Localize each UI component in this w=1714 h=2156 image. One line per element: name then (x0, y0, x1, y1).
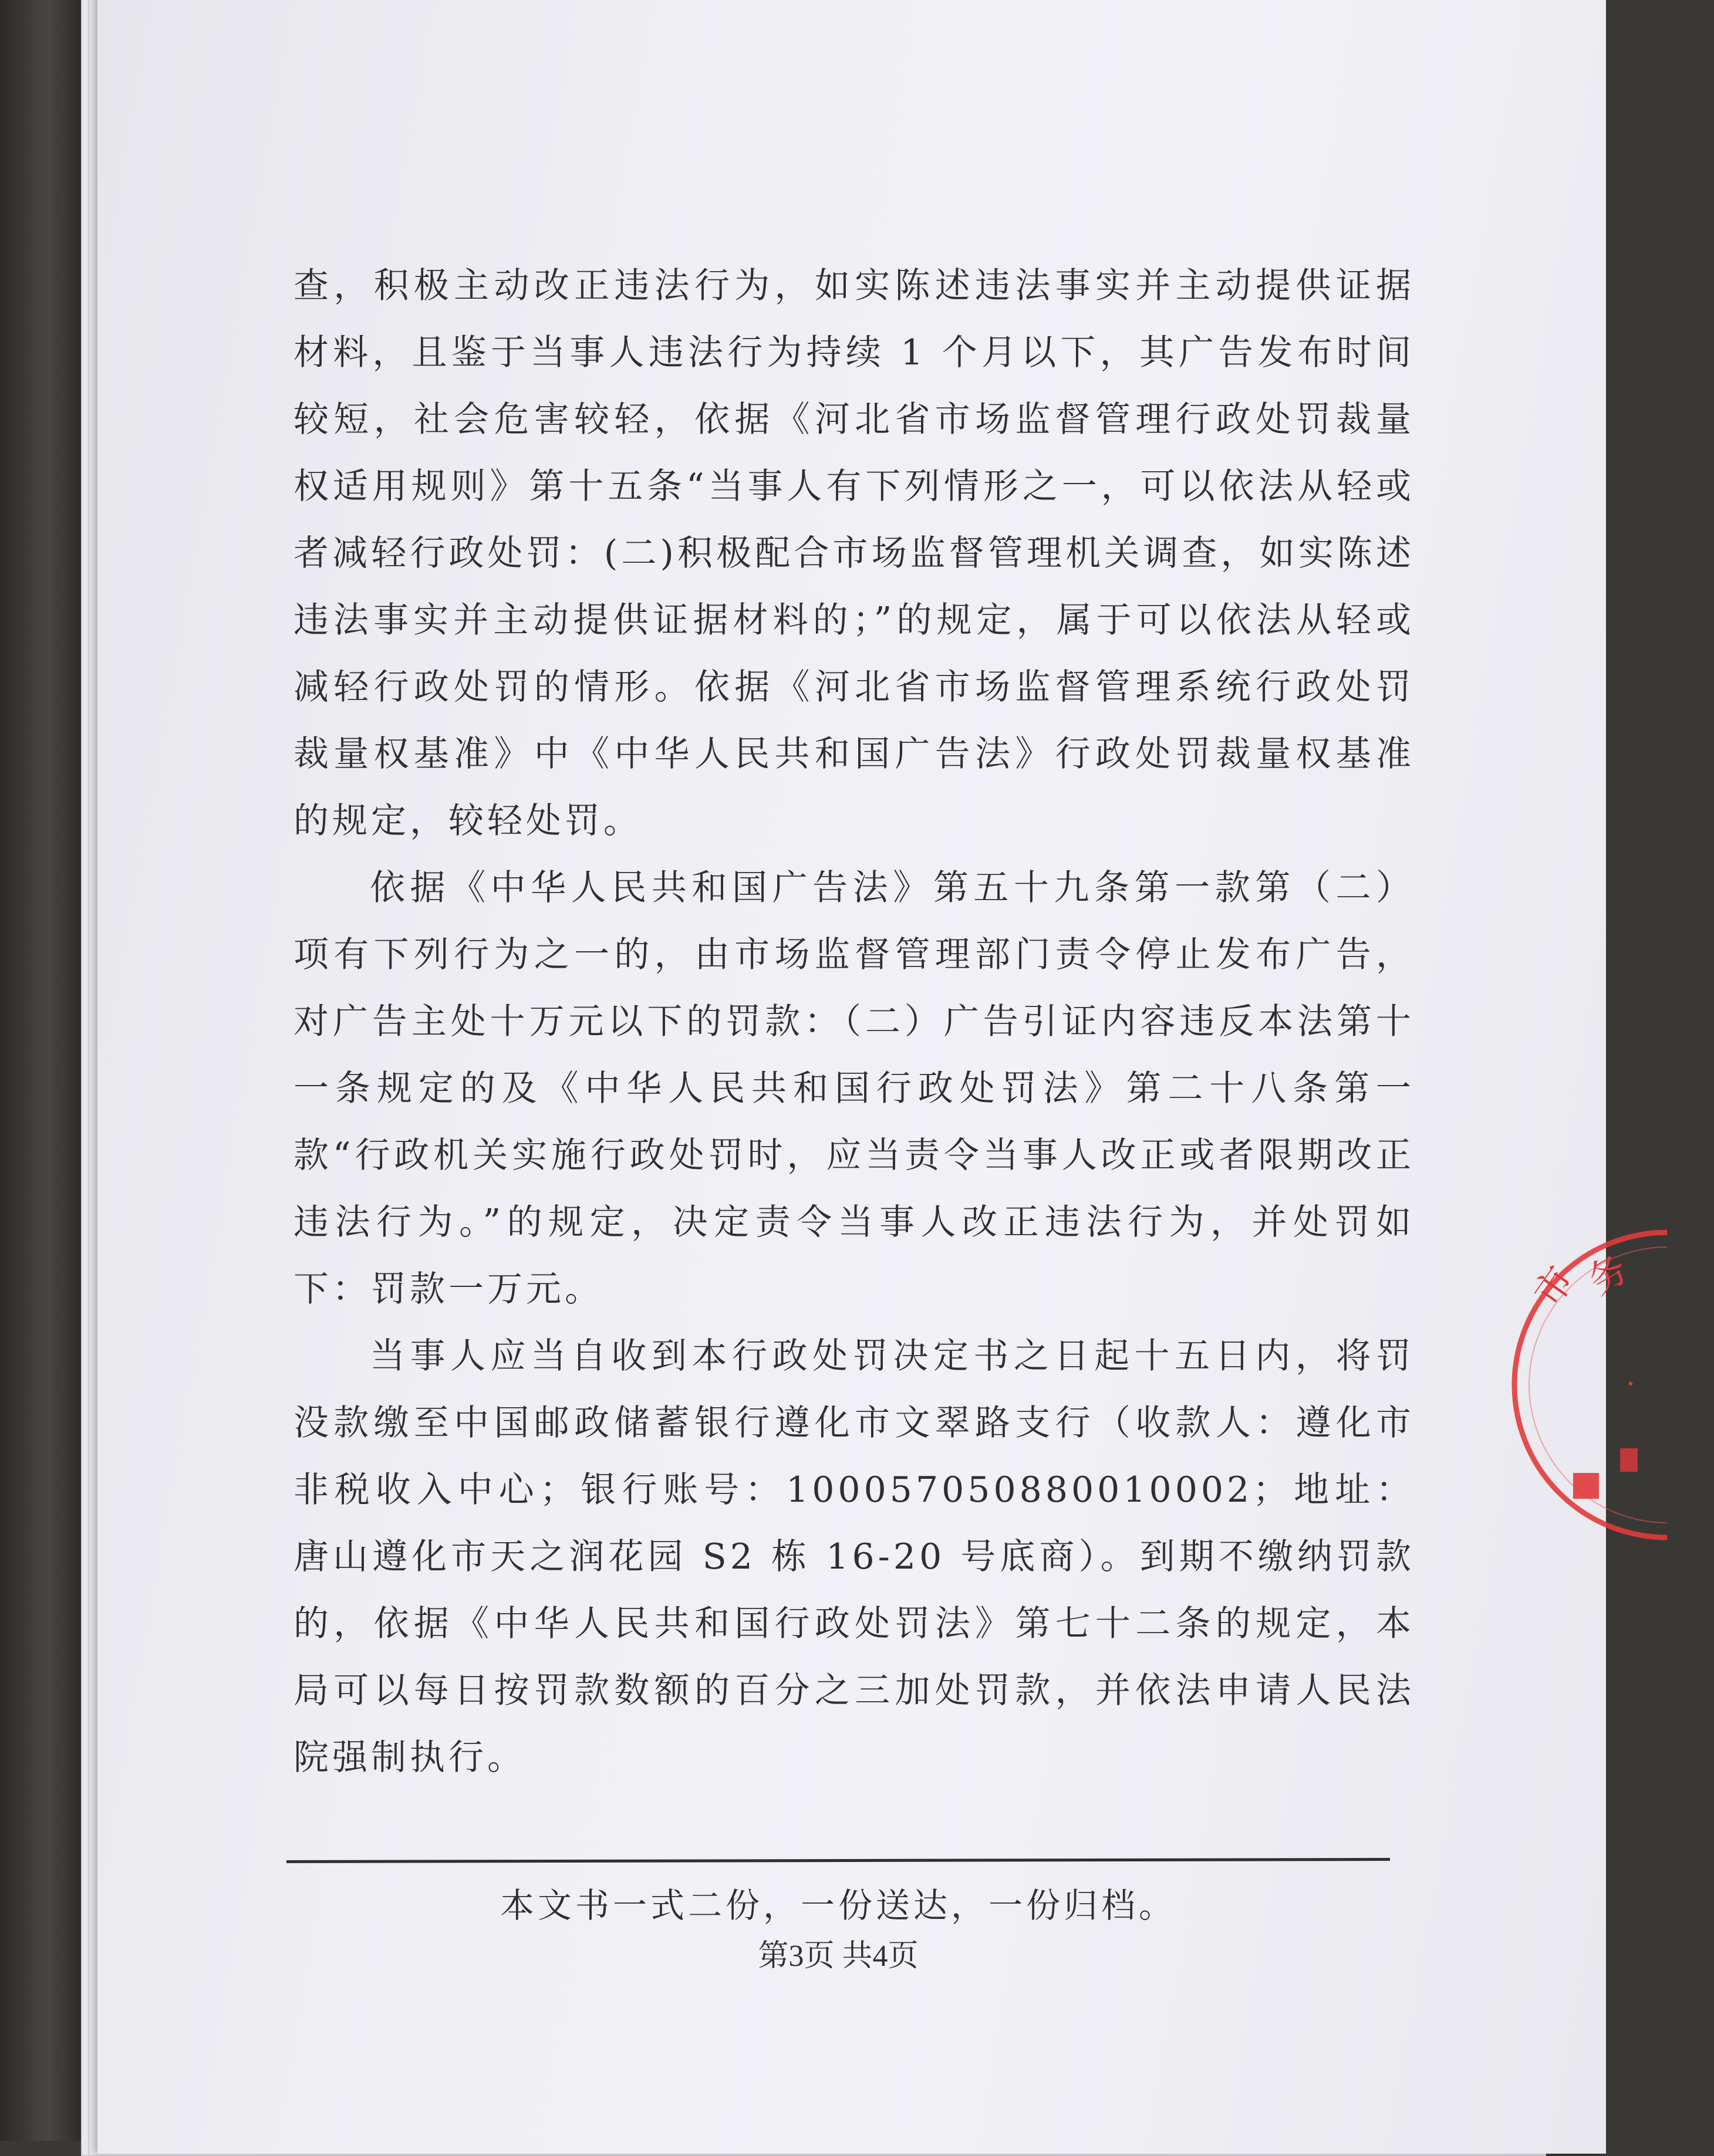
page-number: 第3页 共4页 (758, 1939, 919, 1973)
copies-note: 本文书一式二份，一份送达，一份归档。 (500, 1885, 1176, 1925)
document-body (293, 252, 1415, 1791)
paragraph-1: 查，积极主动改正违法行为，如实陈述违法事实并主动提供证据材料，且鉴于当事人违法行为持续 1 个月以下，其广告发布时间较短，社会危害较轻，依据《河北省市场监督管理行政处罚裁量权适用规则》第十五条“当事人有下列情形之一，可以依法从轻或者减轻行政处罚：(二)积极配合市场监督管理机关调查，如实陈述违法事实并主动提供证据材料的；”的规定，属于可以依法从轻或减轻行政处罚的情形。依据《河北省市场监督管理系统行政处罚裁量权基准》中《中华人民共和国广告法》行政处罚裁量权基准的规定，较轻处罚。 (293, 265, 1415, 842)
seal-char: · (1626, 1367, 1635, 1401)
paragraph-3: 当事人应当自收到本行政处罚决定书之日起十五日内，将罚没款缴至中国邮政储蓄银行遵化市文翠路支行（收款人：遵化市非税收入中心；银行账号：100057050880010002；地址：唐山遵化市天之润花园 S2 栋 16-20 号底商）。到期不缴纳罚款的，依据《中华人民共和国行政处罚法》第七十二条的规定，本局可以每日按罚款数额的百分之三加处罚款，并依法申请人民法院强制执行。 (293, 1336, 1415, 1778)
paragraph-2: 依据《中华人民共和国广告法》第五十九条第一款第（二）项有下列行为之一的，由市场监督管理部门责令停止发布广告，对广告主处十万元以下的罚款：（二）广告引证内容违反本法第十一条规定的及《中华人民共和国行政处罚法》第二十八条第一款“行政机关实施行政处罚时，应当责令当事人改正或者限期改正违法行为。”的规定，决定责令当事人改正违法行为，并处罚如下：罚款一万元。 (293, 867, 1415, 1310)
seal-char: 务 (1581, 1247, 1636, 1304)
seal-char: 市 (1526, 1259, 1583, 1315)
